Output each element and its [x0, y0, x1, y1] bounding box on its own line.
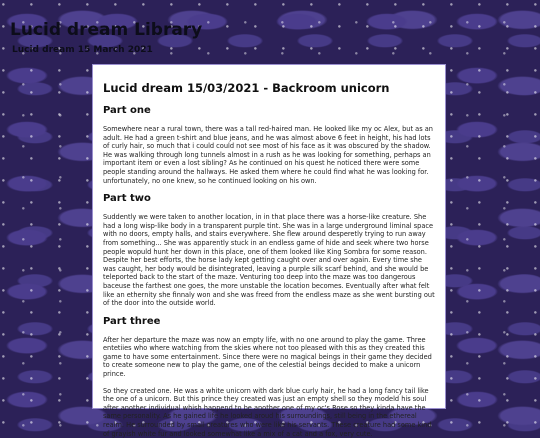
site-subtitle: Lucid dream 15 March 2021	[12, 45, 153, 55]
section-heading: Part two	[103, 193, 151, 205]
section-part-two	[103, 193, 435, 308]
section-heading: Part three	[103, 315, 161, 327]
paragraph: So they created one. He was a white unicorn with dark blue curly hair, he had a long fancy tail like the one of a unicorn. But this prince they created was just an empty shell so they modeld his soul after another individual whish happend to be another one of my oc's Rose so they kinda have the same personality. As he gained life he looked aroud his surroundings, still being in the ethereal realm. He surrounded by small creatures who were like his servants. These creature had some kind of grayish white fur and looked somewhat like a mix of a cat and a fox, very cute.	[103, 386, 432, 438]
post-card	[92, 64, 446, 438]
paragraph: After her departure the maze was now an empty life, with no one around to play the game. Three entetiies who where watching from the skies where not too pleased with this as they created this game to have some entertainment. Since there were no magical beings in their game they decided to create someone new to play the game, one of the celestial beings decided to make a unicorn prince.	[103, 335, 432, 379]
site-header	[10, 20, 202, 55]
paragraph: Suddently we were taken to another location, in in that place there was a horse-like creature. She had a long wisp-like body in a transparent purple tint. She was in a large underground liminal space with no doors, empty halls, and stairs everywhere. She flew around desperetly trying to run away from something... She was apparently stuck in an endless game of hide and seek where two horse people wopuld hunt her down in this place, one of them looked like King Sombra for some reason. Despite her best efforts, the horse lady kept getting caught over and over again. Every time she was caught, her body would be disintegrated, leaving a purple silk scarf behind, and she would be teleported back to the start of the maze. Venturing too deep into the maze was too dangerous baceuse the farthest one goes, the more unstable the location becomes. Eventually after what felt like an ethernity she finnaly won and she was freed from the endless maze as she went bursting out of the door into the outside world.	[103, 213, 435, 308]
section-part-one	[103, 105, 435, 185]
section-part-three	[103, 316, 435, 438]
section-heading: Part one	[103, 105, 151, 116]
post-title: Lucid dream 15/03/2021 - Backroom unicorn	[103, 81, 390, 95]
paragraph: Somewhere near a rural town, there was a tall red-haired man. He looked like my oc Alex, but as an adult. He had a green t-shirt and blue jeans, and he was almost above 6 feet in height, his had lots of curly hair, so much that i could could not see most of his face as it was obscured by the shadow. He was walking through long tunnels almost in a rush as he was looking for something, perhaps an important item or even a lost sibling? As he continued on his quest he noticed there were some people standing around the hallways. He asked them where he could find what he was looking for. unfortunately, no one knew, so he continued looking on his own.	[103, 125, 433, 185]
site-title[interactable]: Lucid dream Library	[10, 20, 203, 40]
